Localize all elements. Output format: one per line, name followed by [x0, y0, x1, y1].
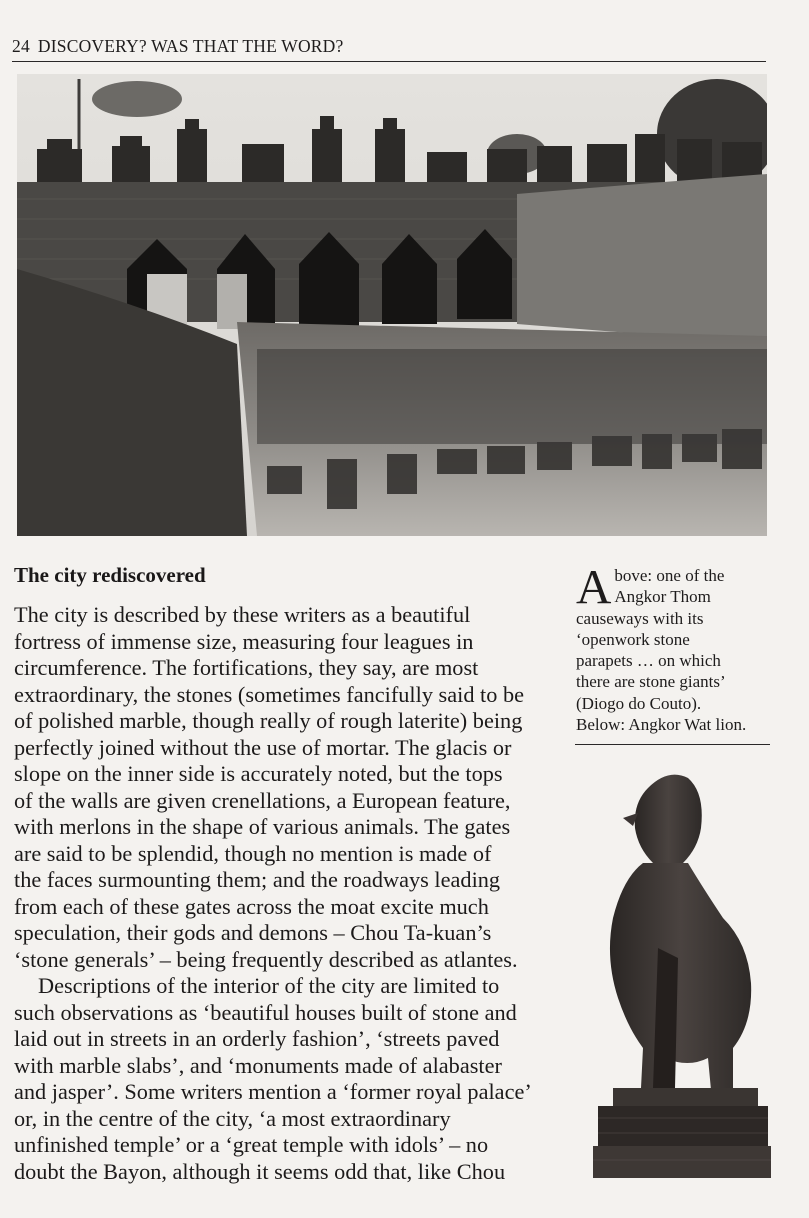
text-line: such observations as ‘beautiful houses built of stone and [14, 999, 517, 1025]
section-title: The city rediscovered [14, 563, 206, 587]
running-title: DISCOVERY? WAS THAT THE WORD? [37, 36, 344, 56]
bridge-photo [17, 74, 767, 536]
text-line: circumference. The fortifications, they say, are most [14, 655, 479, 680]
lion-statue-photo [583, 768, 773, 1184]
text-line: extraordinary, the stones (sometimes fancifully said to be [14, 681, 524, 707]
caption-rule [575, 744, 770, 745]
header-rule [12, 61, 766, 62]
photo-caption [576, 559, 772, 735]
text-line: are said to be splendid, though no mention is made of [14, 840, 492, 866]
text-line: the faces surmounting them; and the roadways leading [14, 867, 501, 892]
caption-line: causeways with its [576, 608, 704, 628]
lion-statue-icon [583, 768, 773, 1184]
text-line: Descriptions of the interior of the city are limited to [38, 973, 500, 998]
paragraph-2 [14, 973, 564, 1185]
text-line: speculation, their gods and demons – Chou Ta-kuan’s [14, 920, 492, 945]
paragraph-1 [14, 602, 564, 973]
text-line: from each of these gates across the moat excite much [14, 893, 489, 919]
text-line: unfinished temple’ or a ‘great temple with idols’ – no [14, 1132, 489, 1157]
text-line: and jasper’. Some writers mention a ‘former royal palace’ [14, 1079, 532, 1104]
caption-line: there are stone giants’ [576, 672, 726, 692]
body-text [14, 602, 564, 1185]
bridge-photo-icon [17, 74, 767, 536]
text-line: or, in the centre of the city, ‘a most extraordinary [14, 1105, 451, 1131]
text-line: perfectly joined without the use of mortar. The glacis or [14, 734, 512, 760]
caption-line: Angkor Thom [614, 587, 711, 607]
text-line: with marble slabs’, and ‘monuments made of alabaster [14, 1052, 502, 1078]
text-line: of polished marble, though really of rough laterite) being [14, 708, 523, 733]
caption-line: parapets … on which [576, 651, 721, 671]
text-line: ‘stone generals’ – being frequently described as atlantes. [14, 946, 518, 972]
caption-line: ‘openwork stone [576, 629, 690, 649]
text-line: laid out in streets in an orderly fashion’, ‘streets paved [14, 1026, 500, 1051]
caption-line: bove: one of the [614, 566, 725, 585]
text-line: with merlons in the shape of various animals. The gates [14, 814, 511, 839]
text-line: The city is described by these writers as a beautiful [14, 602, 471, 627]
text-line: of the walls are given crenellations, a European feature, [14, 787, 511, 813]
text-line: slope on the inner side is accurately noted, but the tops [14, 761, 503, 786]
text-line: fortress of immense size, measuring four leagues in [14, 628, 474, 654]
drop-cap: A [576, 559, 612, 614]
running-header [12, 36, 766, 57]
caption-line: (Diogo do Couto). [576, 693, 702, 713]
page-number: 24 [12, 36, 30, 56]
caption-line: Below: Angkor Wat lion. [576, 715, 747, 735]
text-line: doubt the Bayon, although it seems odd that, like Chou [14, 1158, 506, 1184]
